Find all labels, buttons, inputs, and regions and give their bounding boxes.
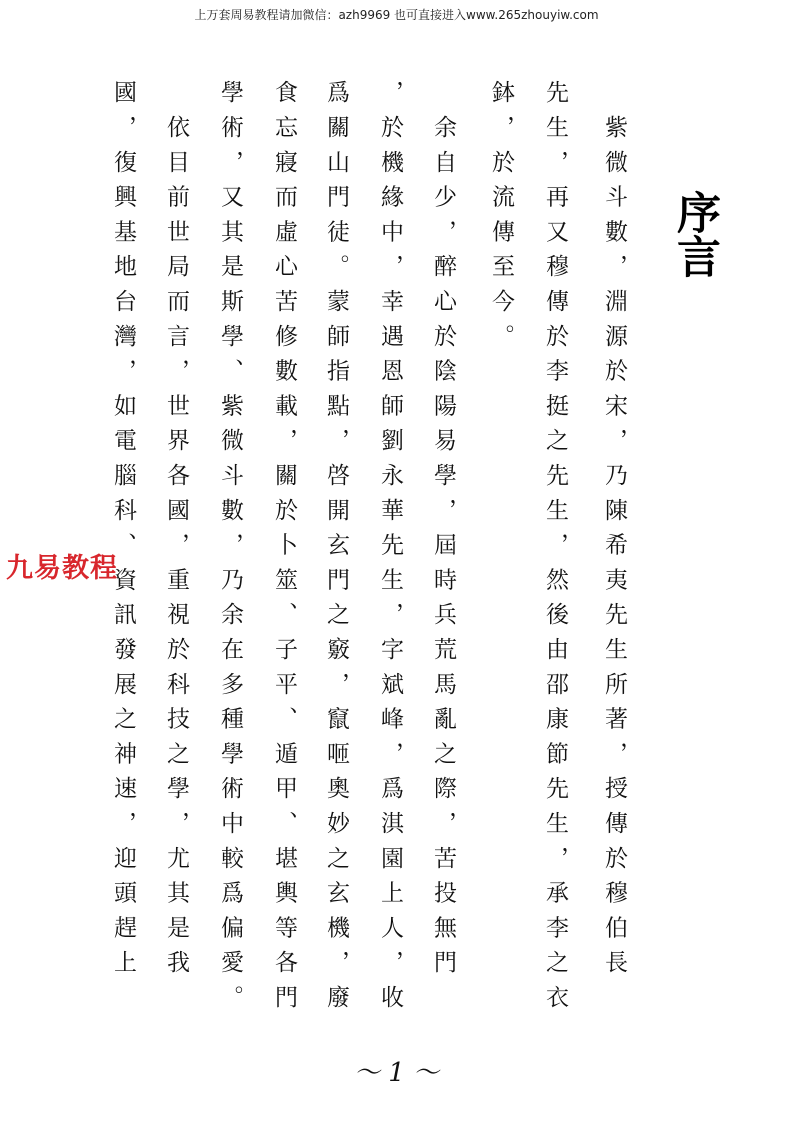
page-number: ～ 1 ～ xyxy=(353,1058,440,1088)
text-column-8: 學術，又其是斯學、紫微斗數，乃余在多種學術中較爲偏愛。 xyxy=(217,80,243,1020)
text-column-1: 紫微斗數，淵源於宋，乃陳希夷先生所著，授傳於穆伯長 xyxy=(601,80,627,985)
text-column-9: 依目前世局而言，世界各國，重視於科技之學，尤其是我 xyxy=(163,80,189,985)
watermark-logo: 九易教程 xyxy=(6,553,118,584)
text-column-6: 爲關山門徒。蒙師指點，啓開玄門之竅，竄咂奧妙之玄機，廢 xyxy=(323,80,349,1020)
text-column-4: 余自少，醉心於陰陽易學，屆時兵荒馬亂之際，苦投無門 xyxy=(430,80,456,985)
text-column-10: 國，復興基地台灣，如電腦科、資訊發展之神速，迎頭趕上 xyxy=(110,80,136,985)
page-title: 序言 xyxy=(669,190,720,278)
text-column-5: ，於機緣中，幸遇恩師劉永華先生，字斌峰，爲淇園上人，收 xyxy=(377,80,403,1020)
text-column-7: 食忘寢而虛心苦修數載，關於卜筮、子平、遁甲、堪輿等各門 xyxy=(271,80,297,1020)
header-banner: 上万套周易教程请加微信：azh9969 也可直接进入www.265zhouyiw.com xyxy=(194,8,599,22)
text-column-2: 先生，再又穆傳於李挺之先生，然後由邵康節先生，承李之衣 xyxy=(542,80,568,1020)
text-column-3: 鉢，於流傳至今。 xyxy=(488,80,514,359)
